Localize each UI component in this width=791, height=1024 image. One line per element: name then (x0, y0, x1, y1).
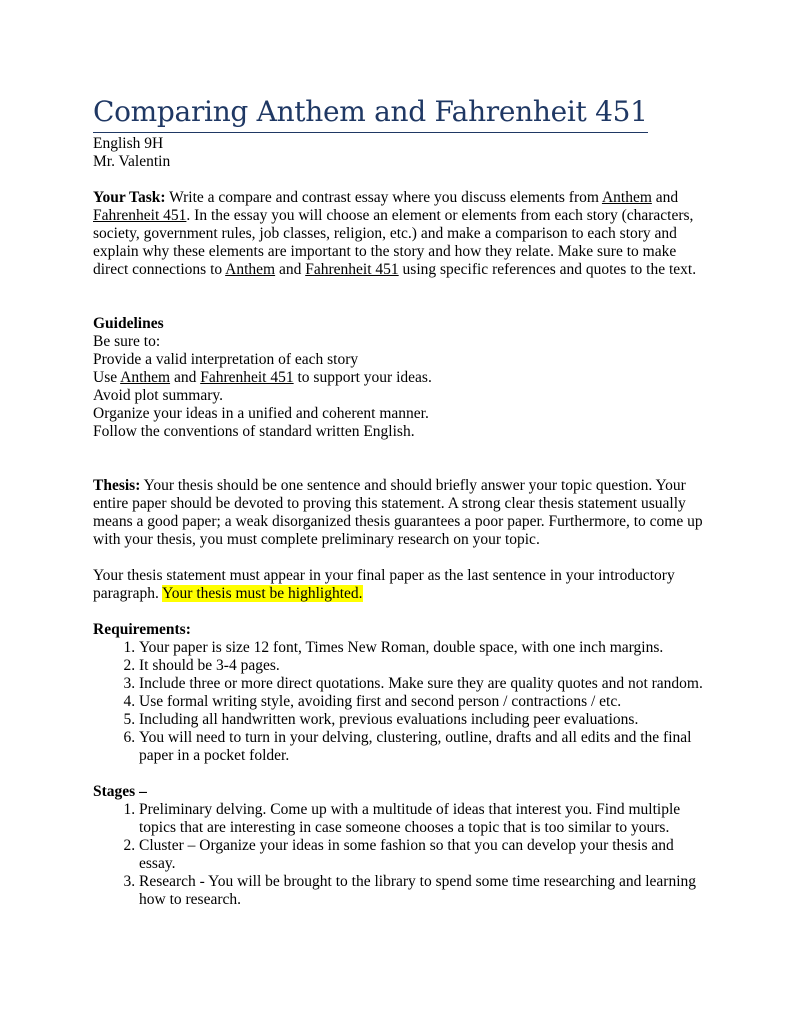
list-item: 6. You will need to turn in your delving, clustering, outline, drafts and all edits and the final paper in a pocket folder. (139, 729, 705, 765)
book-title-anthem: Anthem (601, 189, 652, 206)
guideline-line: Organize your ideas in a unified and coherent manner. (93, 405, 429, 422)
guideline-line: Use Anthem and Fahrenheit 451 to support your ideas. (93, 369, 432, 386)
list-item: 5. Including all handwritten work, previous evaluations including peer evaluations. (139, 711, 705, 729)
book-title-fahrenheit: Fahrenheit 451 (200, 369, 294, 386)
book-title-anthem: Anthem (225, 261, 276, 278)
book-title-fahrenheit: Fahrenheit 451 (305, 261, 399, 278)
list-item: 2. Cluster – Organize your ideas in some fashion so that you can develop your thesis and essay. (139, 837, 705, 873)
page-title: Comparing Anthem and Fahrenheit 451 (93, 92, 648, 133)
list-item: 3. Include three or more direct quotations. Make sure they are quality quotes and not random. (139, 675, 705, 693)
list-item: 1. Preliminary delving. Come up with a multitude of ideas that interest you. Find multiple topics that are interesting in case someone chooses a topic that is too similar to yours. (139, 801, 705, 837)
guideline-line: Provide a valid interpretation of each story (93, 351, 359, 368)
list-item: 1. Your paper is size 12 font, Times New Roman, double space, with one inch margins. (139, 639, 705, 657)
task-paragraph: Your Task: Write a compare and contrast essay where you discuss elements from Anthem and Fahrenheit 451. In the essay you will choose an element or elements from each story (characters, society, government rules, job classes, religion, etc.) and make a comparison to each story and explain why these elements are important to the story and how they relate. Make sure to make direct connections to Anthem and Fahrenheit 451 using specific references and quotes to the text. (93, 189, 697, 278)
list-item: 4. Use formal writing style, avoiding first and second person / contractions / etc. (139, 693, 705, 711)
guideline-line: Avoid plot summary. (93, 387, 224, 404)
stages-list (93, 801, 705, 909)
course-name: English 9H (93, 135, 164, 152)
list-item: 2. It should be 3-4 pages. (139, 657, 705, 675)
requirements-heading: Requirements: (93, 621, 191, 638)
highlighted-text: Your thesis must be highlighted. (162, 585, 363, 602)
requirements-list (93, 639, 705, 765)
book-title-fahrenheit: Fahrenheit 451 (93, 207, 187, 224)
book-title-anthem: Anthem (120, 369, 171, 386)
thesis-paragraph: Thesis: Your thesis should be one sentence and should briefly answer your topic question. Your entire paper should be devoted to proving this statement. A strong clear thesis statement usually means a good paper; a weak disorganized thesis guarantees a poor paper. Furthermore, to come up with your thesis, you must complete preliminary research on your topic. (93, 477, 703, 548)
thesis-label: Thesis: (93, 477, 141, 494)
document-page (93, 92, 705, 909)
list-item: 3. Research - You will be brought to the library to spend some time researching and learning how to research. (139, 873, 705, 909)
guidelines-intro: Be sure to: (93, 333, 161, 350)
teacher-name: Mr. Valentin (93, 153, 171, 170)
guidelines-heading: Guidelines (93, 315, 164, 332)
guideline-line: Follow the conventions of standard written English. (93, 423, 415, 440)
thesis-placement-paragraph: Your thesis statement must appear in your final paper as the last sentence in your introductory paragraph. Your thesis must be highlighted. (93, 567, 675, 602)
task-label: Your Task: (93, 189, 166, 206)
stages-heading: Stages – (93, 783, 147, 800)
